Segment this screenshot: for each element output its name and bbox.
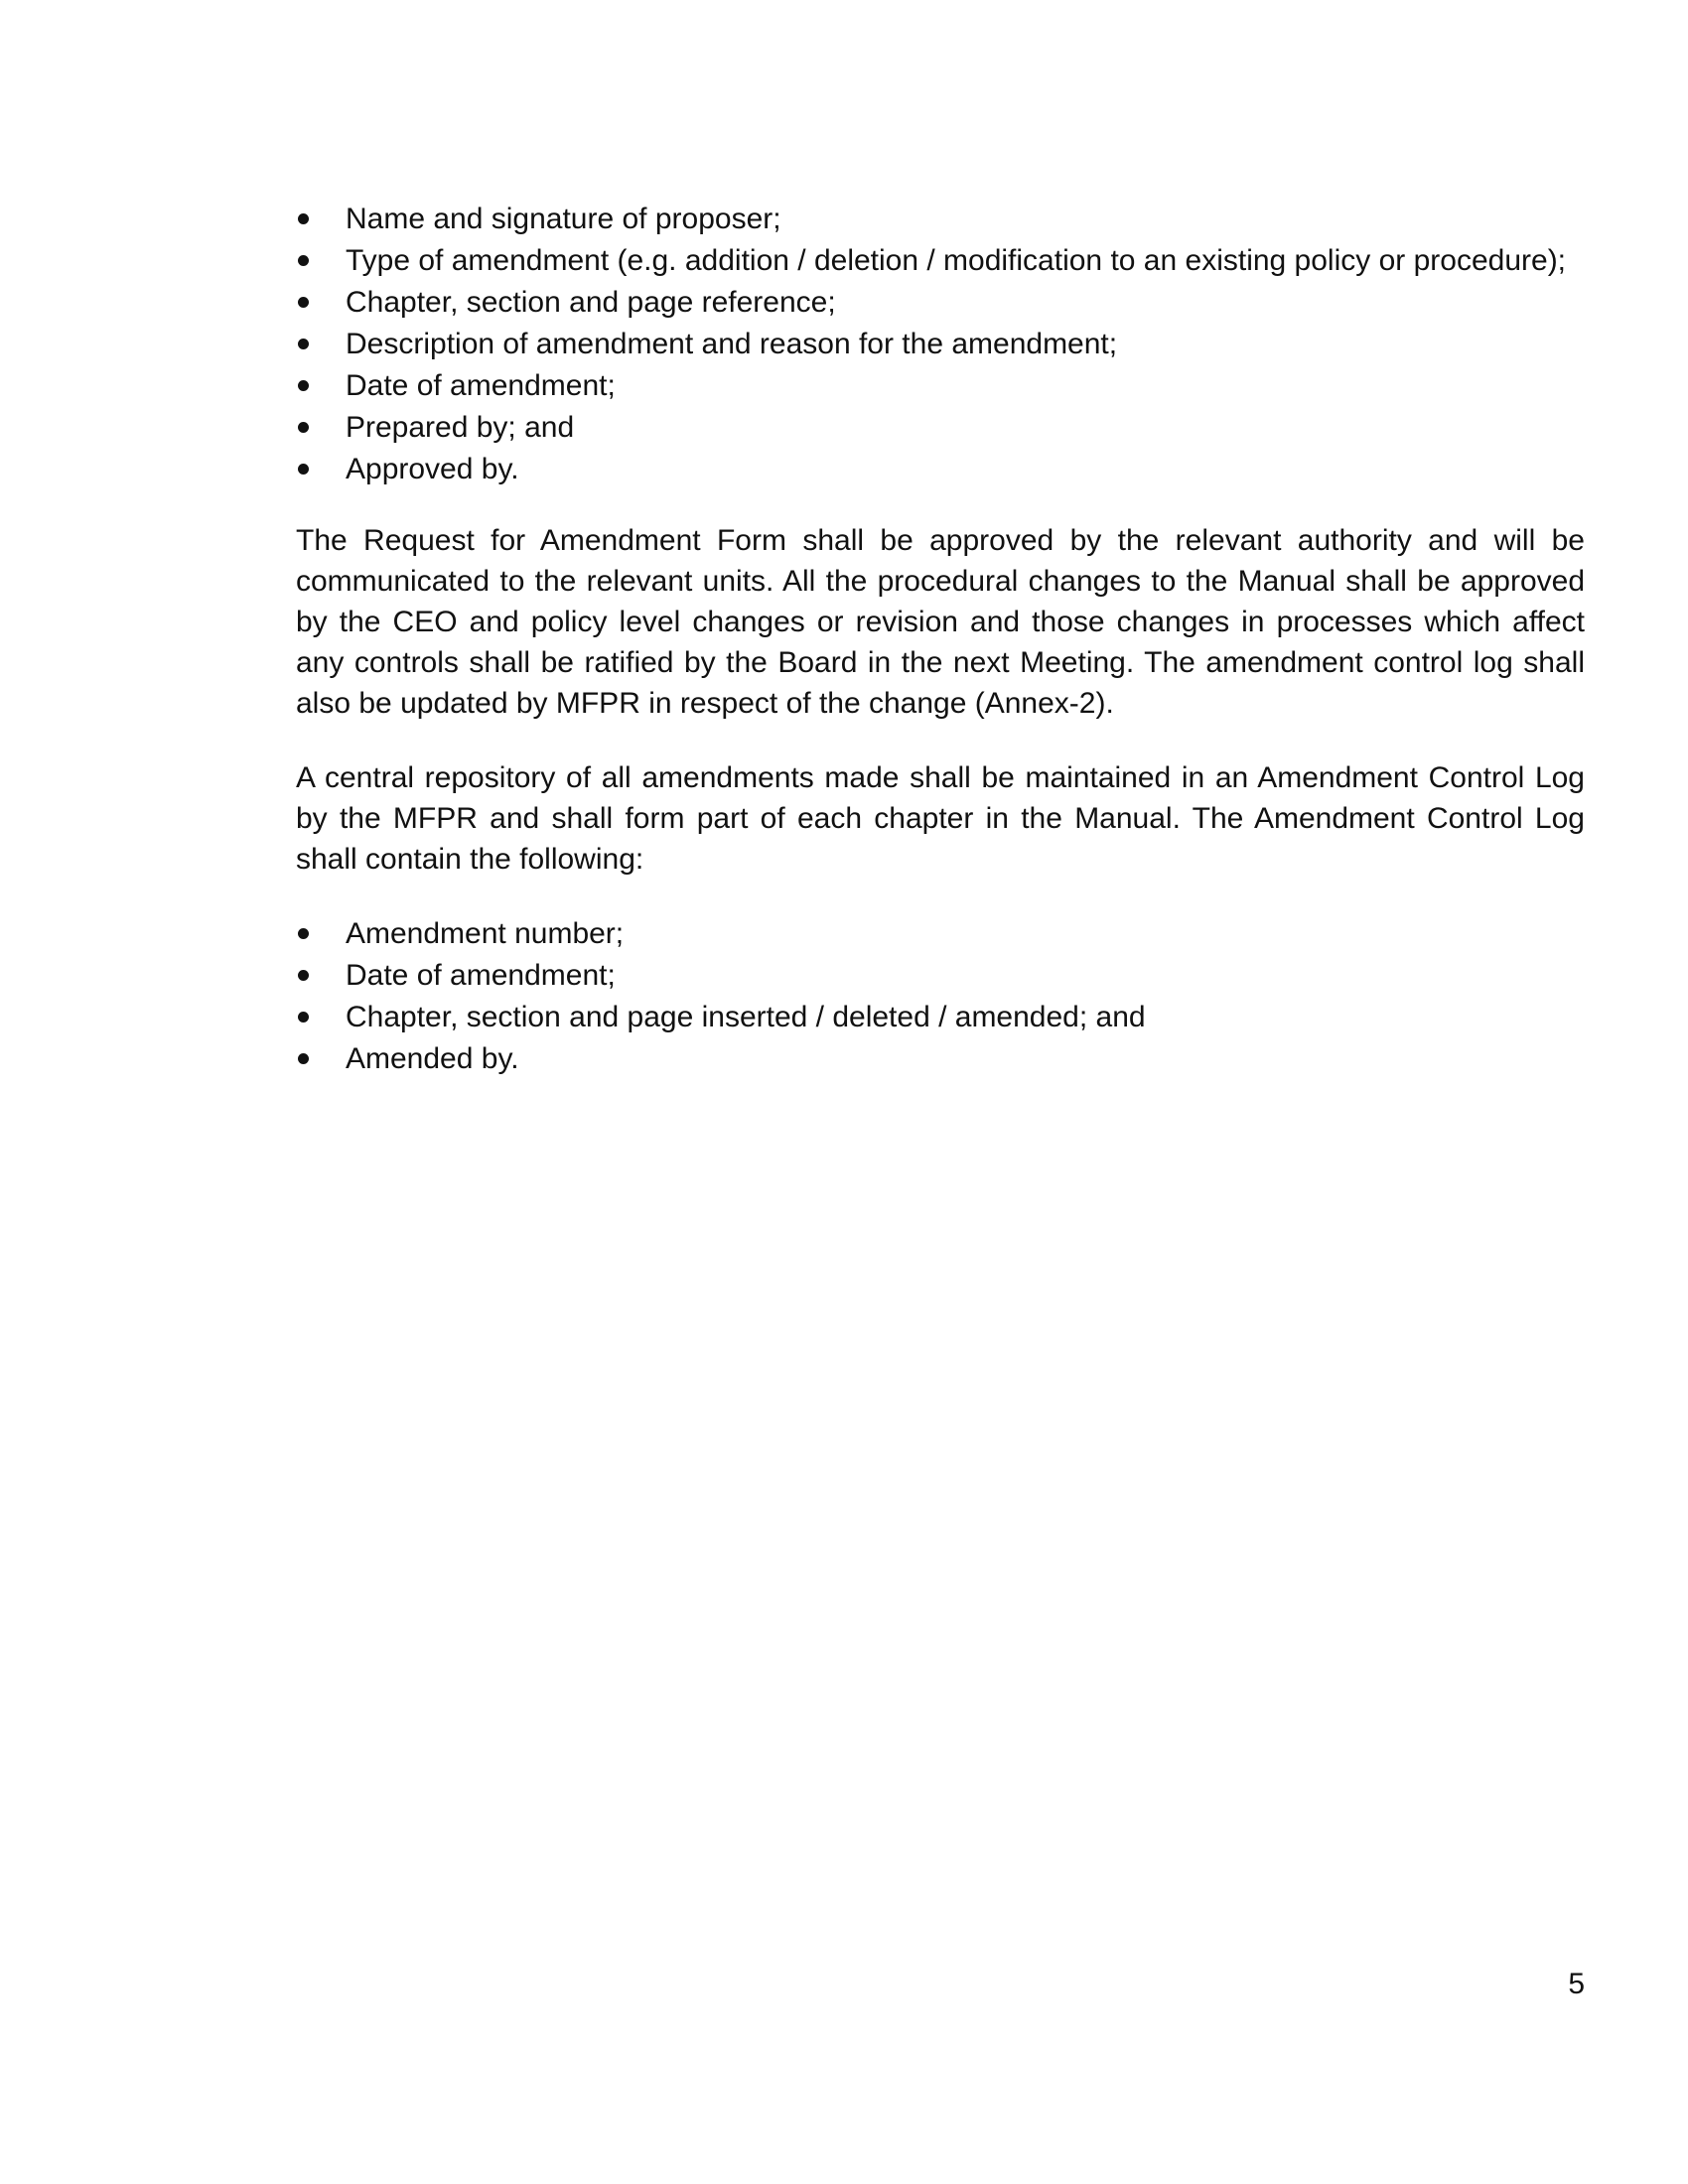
bullet-icon (298, 240, 328, 281)
bullet-icon (298, 282, 328, 323)
list-item: Description of amendment and reason for the amendment; (296, 324, 1585, 364)
list-item: Amended by. (296, 1038, 1585, 1079)
control-log-contents-list (296, 913, 1585, 1079)
bullet-icon (298, 324, 328, 364)
bullet-icon (298, 365, 328, 406)
page-number: 5 (1568, 1968, 1585, 2000)
list-item: Approved by. (296, 449, 1585, 489)
spacer (296, 880, 1585, 913)
spacer (296, 490, 1585, 520)
bullet-icon (298, 955, 328, 996)
list-item: Prepared by; and (296, 407, 1585, 448)
bullet-icon (298, 407, 328, 448)
list-item: Chapter, section and page reference; (296, 282, 1585, 323)
page-content (296, 199, 1585, 1080)
list-item: Name and signature of proposer; (296, 199, 1585, 239)
bullet-icon (298, 997, 328, 1037)
list-item: Type of amendment (e.g. addition / deletion / modification to an existing policy or procedure); (296, 240, 1585, 281)
bullet-icon (298, 199, 328, 239)
repository-paragraph: A central repository of all amendments made shall be maintained in an Amendment Control Log by the MFPR and shall form part of each chapter in the Manual. The Amendment Control Log shall contain the following: (296, 761, 1585, 876)
bullet-icon (298, 913, 328, 954)
spacer (296, 724, 1585, 757)
list-item: Chapter, section and page inserted / deleted / amended; and (296, 997, 1585, 1037)
list-item: Date of amendment; (296, 955, 1585, 996)
list-item: Date of amendment; (296, 365, 1585, 406)
bullet-icon (298, 1038, 328, 1079)
approval-paragraph: The Request for Amendment Form shall be approved by the relevant authority and will be communicated to the relevant units. All the procedural changes to the Manual shall be approved by the CEO and policy level changes or revision and those changes in processes which affect any controls shall be ratified by the Board in the next Meeting. The amendment control log shall also be updated by MFPR in respect of the change (Annex-2). (296, 524, 1585, 720)
list-item: Amendment number; (296, 913, 1585, 954)
proposal-requirements-list (296, 199, 1585, 489)
bullet-icon (298, 449, 328, 489)
